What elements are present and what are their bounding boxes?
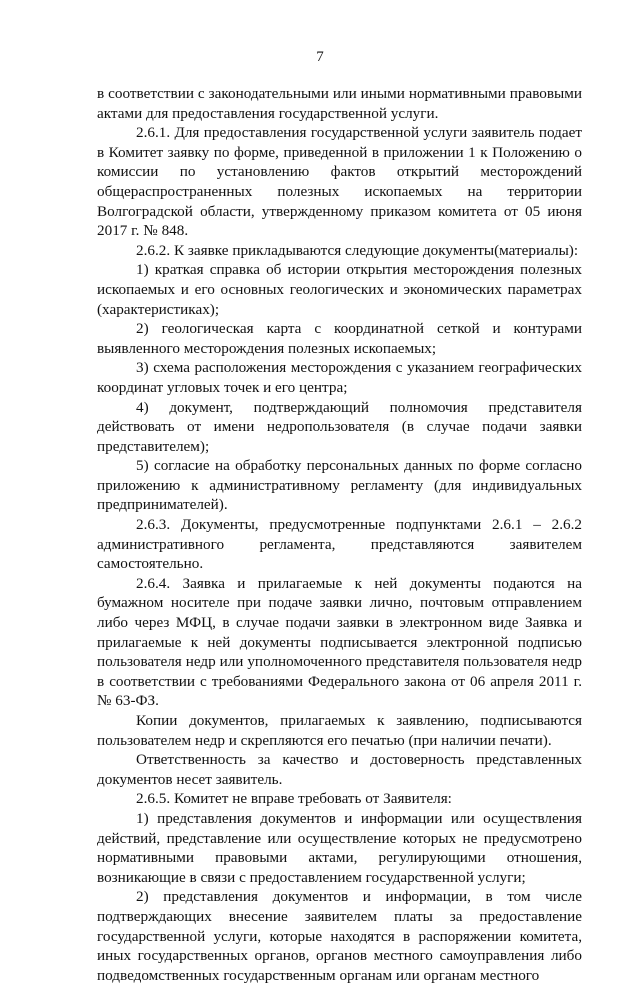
paragraph: 3) схема расположения месторождения с указанием географических координат угловых точек и его центра; — [97, 359, 582, 396]
paragraph: 2) представления документов и информации, в том числе подтверждающих внесение заявителем платы за предоставление государственной услуги, которые находятся в распоряжении комитета, иных государственных органов, органов местного самоуправления либо подведомственных государственным органам или органам местного — [97, 888, 582, 984]
paragraph: 2.6.5. Комитет не вправе требовать от Заявителя: — [136, 790, 452, 808]
paragraph: 2.6.4. Заявка и прилагаемые к ней документы подаются на бумажном носителе при подаче заявки лично, почтовым отправлением либо через МФЦ, в случае подачи заявки в электронном виде Заявка и прилагаемые к ней документы подписывается электронной подписью пользователя недр или уполномоченного представителя пользователя недр в соответствии с требованиями Федерального закона от 06 апреля 2011 г. № 63-ФЗ. — [97, 574, 582, 710]
paragraph: 4) документ, подтверждающий полномочия представителя действовать от имени недропользователя (в случае подачи заявки представителем); — [97, 398, 582, 455]
paragraph: 5) согласие на обработку персональных данных по форме согласно приложению к административному регламенту (для индивидуальных предпринимателей). — [97, 457, 582, 514]
paragraph: в соответствии с законодательными или иными нормативными правовыми актами для предоставления государственной услуги. — [97, 85, 582, 122]
paragraph: 2.6.3. Документы, предусмотренные подпунктами 2.6.1 – 2.6.2 административного регламента, представляются заявителем самостоятельно. — [97, 516, 582, 573]
page-number: 7 — [316, 49, 324, 65]
paragraph: 2) геологическая карта с координатной сеткой и контурами выявленного месторождения полезных ископаемых; — [97, 320, 582, 357]
paragraph: 1) краткая справка об истории открытия месторождения полезных ископаемых и его основных геологических и экономических параметрах (характеристиках); — [97, 261, 582, 318]
paragraph: Ответственность за качество и достоверность представленных документов несет заявитель. — [97, 751, 582, 788]
document-body — [97, 84, 582, 985]
paragraph: Копии документов, прилагаемых к заявлению, подписываются пользователем недр и скрепляются его печатью (при наличии печати). — [97, 712, 582, 749]
paragraph: 2.6.2. К заявке прикладываются следующие документы(материалы): — [136, 241, 579, 259]
paragraph: 1) представления документов и информации или осуществления действий, представление или осуществление которых не предусмотрено нормативными правовыми актами, регулирующими отношения, возникающие в связи с предоставлением государственной услуги; — [97, 809, 582, 886]
paragraph: 2.6.1. Для предоставления государственной услуги заявитель подает в Комитет заявку по форме, приведенной в приложении 1 к Положению о комиссии по установлению фактов открытий месторождений общераспространенных полезных ископаемых на территории Волгоградской области, утвержденному приказом комитета от 05 июня 2017 г. № 848. — [97, 124, 582, 240]
